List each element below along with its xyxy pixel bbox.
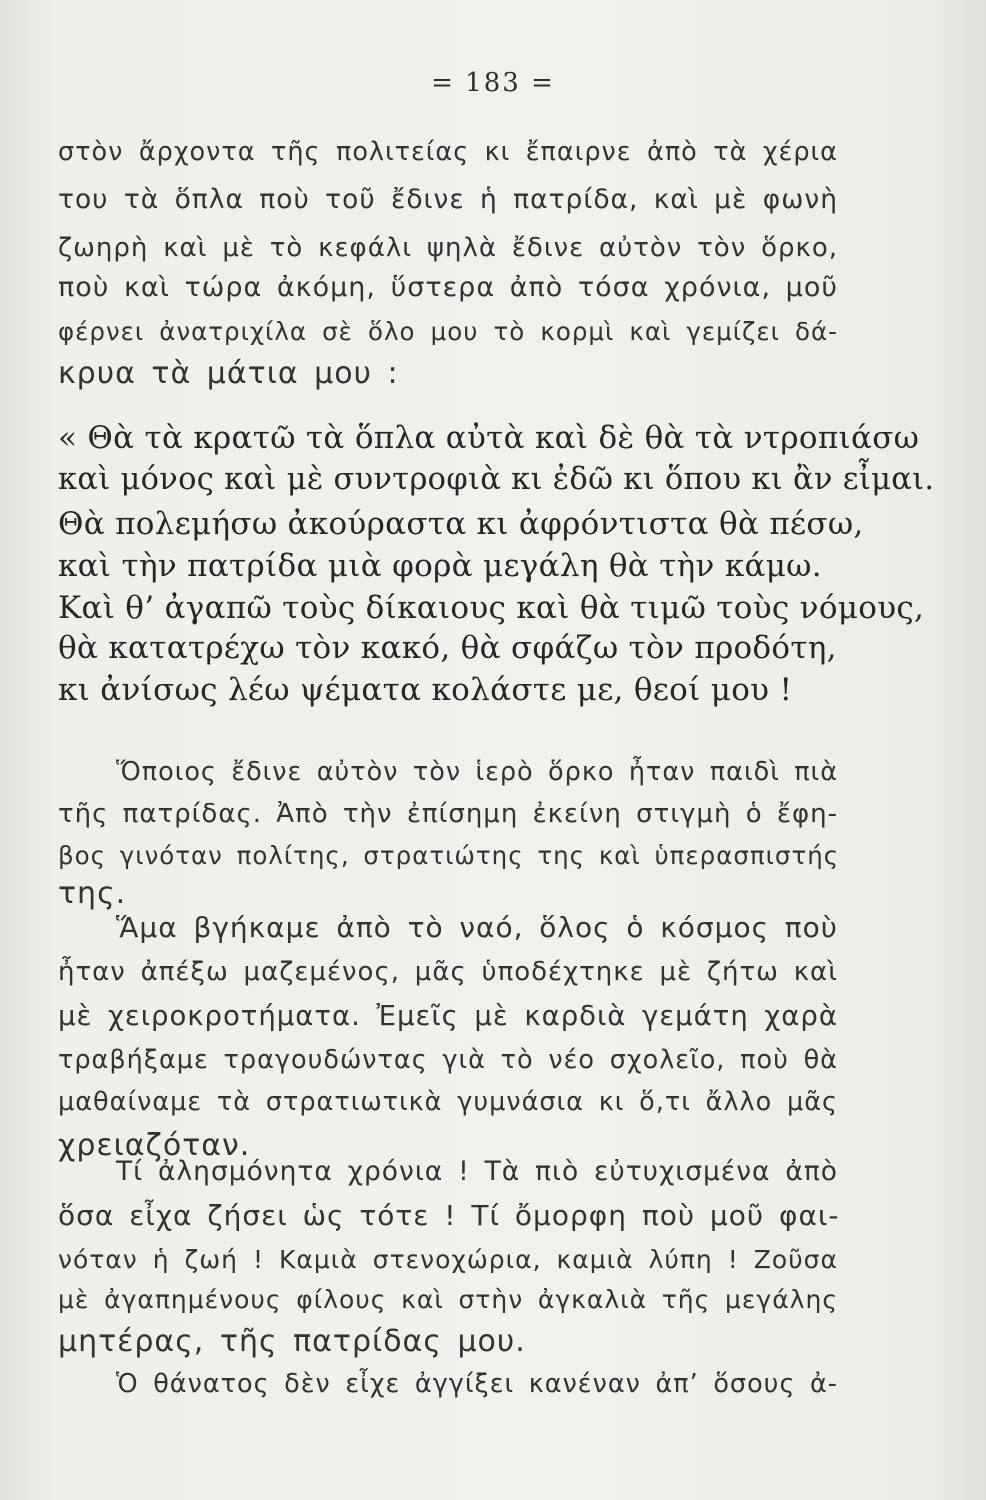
text-line: φέρνει ἀνατριχίλα σὲ ὅλο μου τὸ κορμὶ καὶ γεμίζει δά- xyxy=(58,317,838,346)
text-line: ὅσα εἶχα ζήσει ὡς τότε ! Τί ὄμορφη ποὺ μοῦ φαι- xyxy=(58,1199,840,1232)
verse-line: θὰ κατατρέχω τὸν κακό, θὰ σφάζω τὸν προδότη, xyxy=(58,630,837,666)
verse-line: « Θὰ τὰ κρατῶ τὰ ὅπλα αὐτὰ καὶ δὲ θὰ τὰ ντροπιάσω xyxy=(58,420,920,456)
text-line: Τί ἀλησμόνητα χρόνια ! Τὰ πιὸ εὐτυχισμένα ἀπὸ xyxy=(116,1156,838,1187)
text-line: τραβήξαμε τραγουδώντας γιὰ τὸ νέο σχολεῖο, ποὺ θὰ xyxy=(58,1045,838,1075)
text-line: τῆς πατρίδας. Ἀπὸ τὴν ἐπίσημη ἐκείνη στιγμὴ ὁ ἔφη- xyxy=(58,799,838,829)
text-line: της. xyxy=(58,876,127,911)
text-line: Ὁ θάνατος δὲν εἶχε ἀγγίξει κανέναν ἀπ’ ὅσους ἀ- xyxy=(116,1369,838,1399)
page-number: = 183 = xyxy=(431,68,555,98)
text-line: κρυα τὰ μάτια μου : xyxy=(58,356,399,391)
text-line: Ἅμα βγήκαμε ἀπὸ τὸ ναό, ὅλος ὁ κόσμος ποὺ xyxy=(116,911,838,944)
text-line: ζωηρὴ καὶ μὲ τὸ κεφάλι ψηλὰ ἔδινε αὐτὸν τὸν ὅρκο, xyxy=(58,233,838,263)
text-line: νόταν ἡ ζωή ! Καμιὰ στενοχώρια, καμιὰ λύπη ! Ζοῦσα xyxy=(58,1245,838,1274)
text-line: του τὰ ὅπλα ποὺ τοῦ ἔδινε ἡ πατρίδα, καὶ μὲ φωνὴ xyxy=(58,184,838,215)
verse-line: καὶ μόνος καὶ μὲ συντροφιὰ κι ἐδῶ κι ὅπου κι ἂν εἶμαι. xyxy=(58,462,935,497)
verse-line: καὶ τὴν πατρίδα μιὰ φορὰ μεγάλη θὰ τὴν κάμω. xyxy=(58,548,822,584)
text-line: Ὅποιος ἔδινε αὐτὸν τὸν ἱερὸ ὅρκο ἦταν παιδὶ πιὰ xyxy=(116,757,838,787)
verse-line: κι ἀνίσως λέω ψέματα κολάστε με, θεοί μου ! xyxy=(58,672,793,708)
text-line: χρειαζόταν. xyxy=(58,1128,251,1163)
text-line: ποὺ καὶ τώρα ἀκόμη, ὕστερα ἀπὸ τόσα χρόνια, μοῦ xyxy=(58,272,838,303)
text-line: βος γινόταν πολίτης, στρατιώτης της καὶ ὑπερασπιστής xyxy=(58,841,840,870)
verse-line: Καὶ θ’ ἀγαπῶ τοὺς δίκαιους καὶ θὰ τιμῶ τοὺς νόμους, xyxy=(58,590,925,626)
text-line: μὲ χειροκροτήματα. Ἐμεῖς μὲ καρδιὰ γεμάτη χαρὰ xyxy=(58,1000,838,1032)
text-line: μὲ ἀγαπημένους φίλους καὶ στὴν ἀγκαλιὰ τῆς μεγάλης xyxy=(58,1285,838,1314)
text-line: ἦταν ἀπέξω μαζεμένος, μᾶς ὑποδέχτηκε μὲ ζήτω καὶ xyxy=(58,957,838,987)
text-line: μαθαίναμε τὰ στρατιωτικὰ γυμνάσια κι ὅ,τι ἄλλο μᾶς xyxy=(58,1087,838,1117)
text-line: στὸν ἄρχοντα τῆς πολιτείας κι ἔπαιρνε ἀπὸ τὰ χέρια xyxy=(58,137,838,167)
verse-line: Θὰ πολεμήσω ἀκούραστα κι ἀφρόντιστα θὰ πέσω, xyxy=(58,506,864,542)
text-line: μητέρας, τῆς πατρίδας μου. xyxy=(58,1324,526,1359)
